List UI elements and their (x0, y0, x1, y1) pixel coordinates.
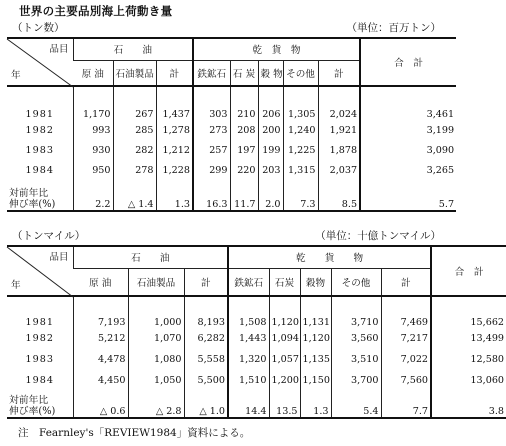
table1-sub-products: 石油製品 (113, 60, 156, 86)
table1-total-header: 合 計 (360, 38, 456, 86)
col-label: 年 (11, 280, 21, 291)
table2 (7, 245, 506, 419)
page-title: 世界の主要品別海上荷動き量 (19, 4, 173, 18)
table-row-rate: 対前年比 伸び率(%) 2.2 △ 1.4 1.3 16.3 11.7 2.0 7.3 8.5 5.7 (7, 180, 456, 211)
table1-sub-oil-total: 計 (156, 60, 193, 86)
table2-sub-oil-total: 計 (184, 268, 228, 296)
table1-sub-iron-ore: 鉄鉱石 (193, 60, 230, 86)
rate-label: 対前年比 伸び率(%) (7, 180, 73, 211)
table2-sub-products: 石油製品 (128, 268, 184, 296)
source-note: 注 Fearnley's「REVIEW1984」資料による。 (18, 427, 251, 439)
table1-sub-other: その他 (283, 60, 318, 86)
table-row: 1981 1,170 267 1,437 303 210 206 1,305 2,024 3,461 (7, 86, 456, 120)
table2-sub-iron-ore: 鉄鉱石 (228, 268, 269, 296)
table1-corner-header (7, 38, 73, 86)
table2-sub-dry-total: 計 (381, 268, 431, 296)
table2-sub-crude: 原 油 (73, 268, 128, 296)
table-row: 1984 4,450 1,050 5,500 1,510 1,200 1,150 3,700 7,560 13,060 (7, 370, 506, 391)
table1-group-oil: 石 油 (73, 38, 193, 60)
table2-total-header: 合 計 (431, 246, 506, 296)
table2-sub-coal: 石炭 (269, 268, 300, 296)
table-row: 1983 4,478 1,080 5,558 1,320 1,057 1,135 3,510 7,022 12,580 (7, 349, 506, 370)
rate-label: 対前年比 伸び率(%) (7, 391, 73, 418)
table2-unit-right: （単位：十億トンマイル） (315, 230, 441, 242)
table-row: 1982 5,212 1,070 6,282 1,443 1,094 1,120 3,560 7,217 13,499 (7, 328, 506, 349)
table1 (7, 37, 456, 212)
col-label: 年 (11, 70, 21, 81)
table1-sub-coal: 石 炭 (230, 60, 258, 86)
table-row: 1984 950 278 1,228 299 220 203 1,315 2,037 3,265 (7, 160, 456, 180)
table-row-rate: 対前年比 伸び率(%) △ 0.6 △ 2.8 △ 1.0 14.4 13.5 1.3 5.4 7.7 3.8 (7, 391, 506, 418)
table2-unit-label: （トンマイル） (12, 230, 86, 242)
table1-group-dry: 乾 貨 物 (193, 38, 360, 60)
table2-sub-other: その他 (331, 268, 381, 296)
table2-sub-grain: 穀物 (300, 268, 331, 296)
table-row: 1981 7,193 1,000 8,193 1,508 1,120 1,131 3,710 7,469 15,662 (7, 296, 506, 328)
table2-group-oil: 石 油 (73, 246, 228, 268)
table1-sub-dry-total: 計 (318, 60, 360, 86)
table1-unit-right: （単位：百万トン） (346, 22, 441, 34)
table1-sub-crude: 原 油 (73, 60, 113, 86)
row-label: 品目 (49, 44, 69, 55)
table-row: 1983 930 282 1,212 257 197 199 1,225 1,878 3,090 (7, 140, 456, 160)
row-label: 品目 (49, 252, 69, 263)
table2-corner-header (7, 246, 73, 296)
table-row: 1982 993 285 1,278 273 208 200 1,240 1,921 3,199 (7, 120, 456, 140)
table1-sub-grain: 穀 物 (258, 60, 283, 86)
table1-unit-label: （トン数） (12, 22, 65, 34)
table2-group-dry: 乾 貨 物 (228, 246, 431, 268)
